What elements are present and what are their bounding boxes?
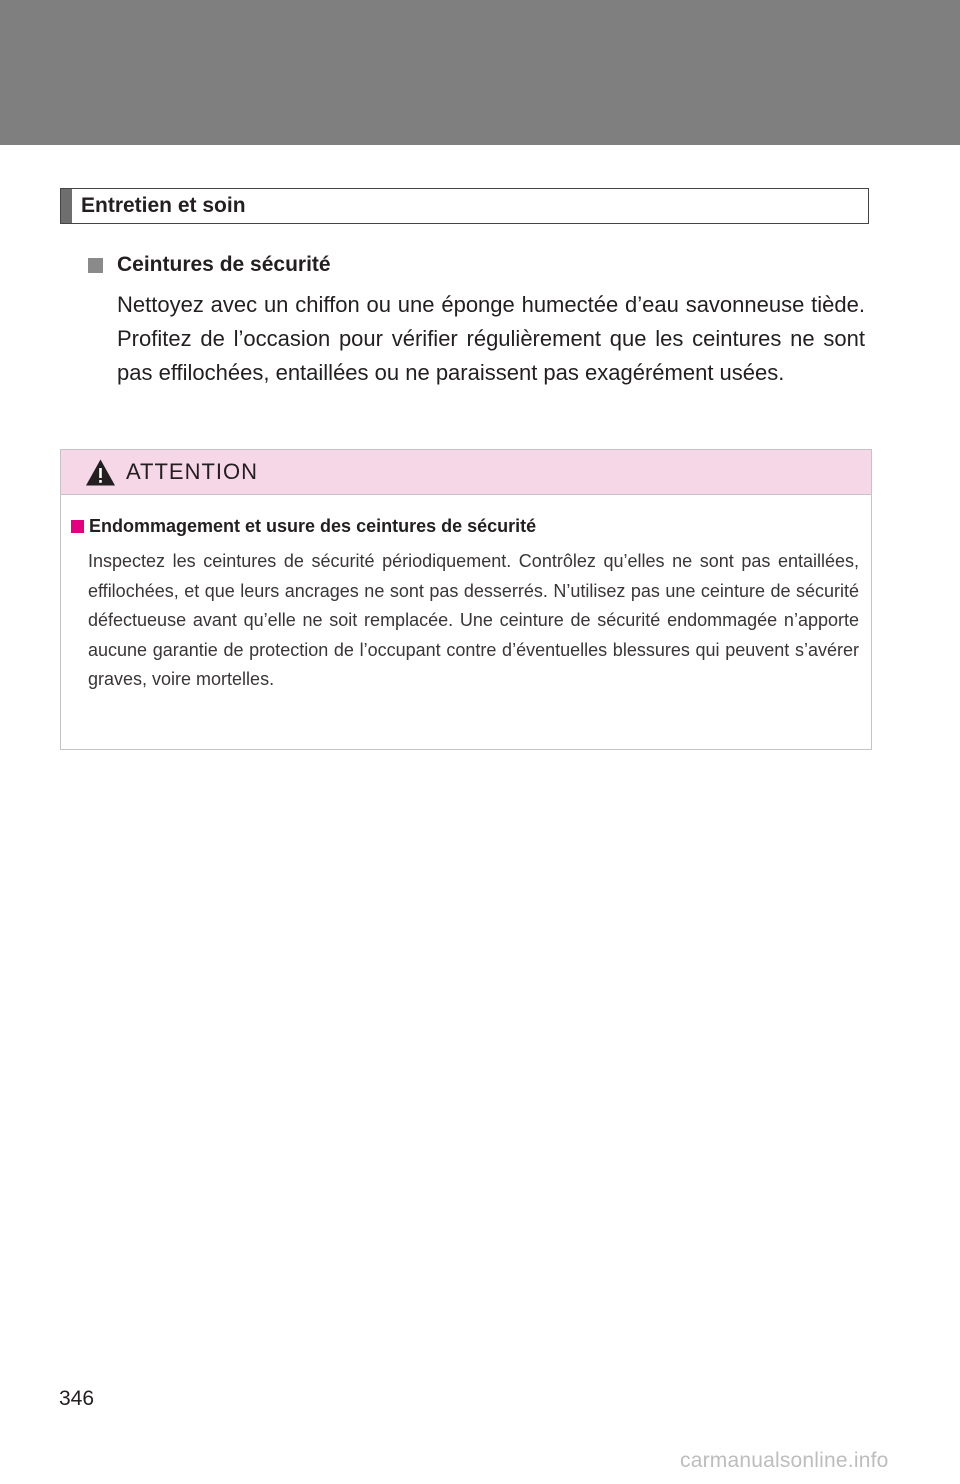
- pink-square-bullet-icon: [71, 520, 84, 533]
- subsection-heading-label: Ceintures de sécurité: [117, 253, 331, 276]
- warning-triangle-icon: [85, 458, 116, 487]
- section-title: Entretien et soin: [81, 194, 246, 217]
- subsection-heading: [88, 249, 331, 281]
- warning-header: [61, 450, 871, 495]
- warning-text: Inspectez les ceintures de sécurité périodiquement. Contrôlez qu’elles ne sont pas entaillées, effilochées, et que leurs ancrages ne sont pas desserrés. N’utilisez pas une ceinture de sécurité défectueuse avant qu’elle ne soit remplacée. Une ceinture de sécurité endommagée n’apporte aucune garantie de protection de l’occupant contre d’éventuelles blessures qui peuvent s’avérer graves, voire mortelles.: [88, 551, 859, 689]
- warning-box: [60, 449, 872, 750]
- section-header: [60, 188, 869, 224]
- page-number: 346: [59, 1387, 95, 1410]
- warning-label: ATTENTION: [126, 459, 259, 484]
- watermark: carmanualsonline.info: [680, 1449, 889, 1472]
- warning-title: [71, 513, 536, 539]
- square-bullet-icon: [88, 258, 103, 273]
- subsection-body: Nettoyez avec un chiffon ou une éponge humectée d’eau savonneuse tiède. Profitez de l’occasion pour vérifier régulièrement que les ceintures ne sont pas effilochées, entaillées ou ne paraissent pas exagérément usées.: [117, 292, 865, 385]
- section-header-bar: [61, 189, 72, 223]
- top-band: [0, 0, 960, 145]
- warning-title-label: Endommagement et usure des ceintures de sécurité: [89, 515, 537, 536]
